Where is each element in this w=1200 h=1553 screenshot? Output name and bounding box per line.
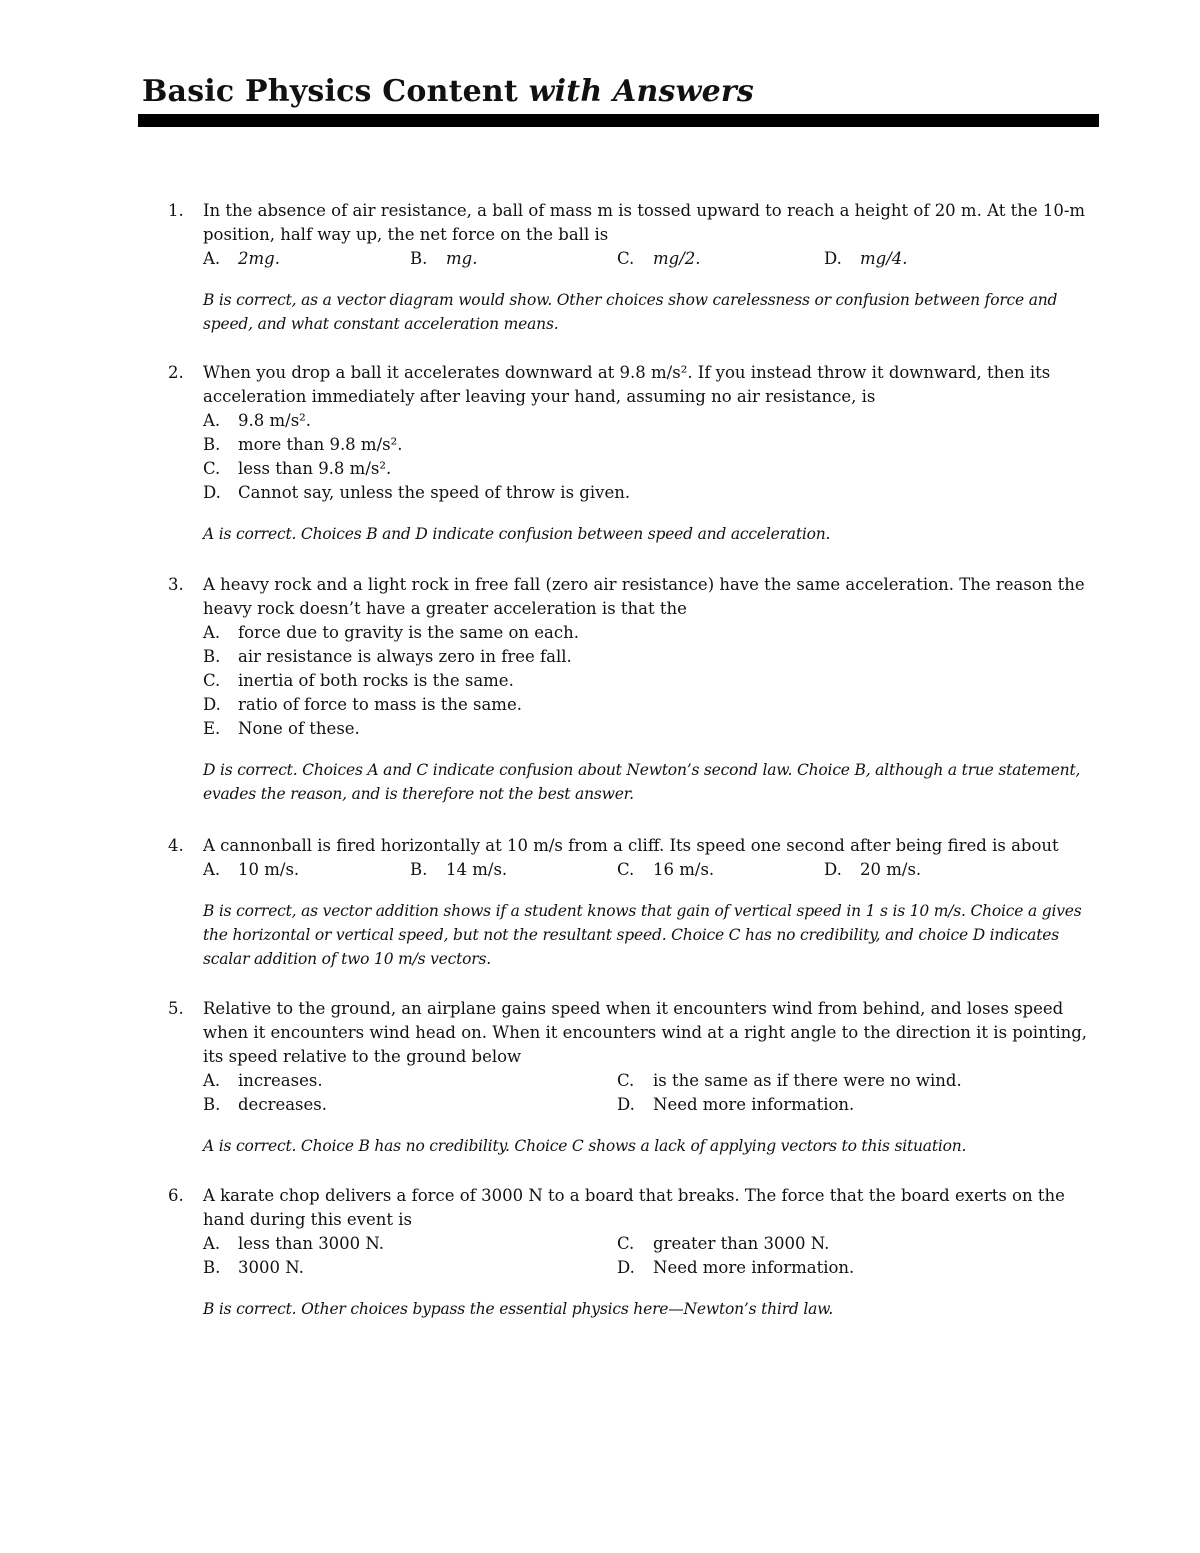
title-rule <box>138 114 1099 127</box>
option-text: less than 9.8 m/s². <box>238 459 392 478</box>
question-1 <box>0 199 1200 336</box>
option-text: Need more information. <box>653 1258 855 1277</box>
options-row <box>0 1069 1200 1093</box>
title-bold: Basic Physics Content <box>142 74 518 109</box>
option-text: is the same as if there were no wind. <box>653 1071 962 1090</box>
options-row <box>0 247 1200 271</box>
option-text: 3000 N. <box>238 1258 304 1277</box>
option-row <box>0 693 1200 717</box>
option-row <box>0 409 1200 433</box>
title-italic: with Answers <box>528 74 754 109</box>
option-letter: D. <box>824 249 842 268</box>
option-text: more than 9.8 m/s². <box>238 435 403 454</box>
option-letter: A. <box>203 249 221 268</box>
option-row <box>0 717 1200 741</box>
option-letter: C. <box>203 671 221 690</box>
option-text: None of these. <box>238 719 360 738</box>
option-row <box>0 433 1200 457</box>
option-text: air resistance is always zero in free fall. <box>238 647 572 666</box>
answer-explanation: A is correct. Choices B and D indicate confusion between speed and acceleration. <box>203 525 831 543</box>
question-4 <box>0 834 1200 971</box>
option-letter: B. <box>203 647 221 666</box>
option-letter: B. <box>203 1095 221 1114</box>
option-letter: C. <box>617 1234 635 1253</box>
option-letter: D. <box>203 695 221 714</box>
option-text: decreases. <box>238 1095 328 1114</box>
option-letter: D. <box>203 483 221 502</box>
option-letter: D. <box>617 1095 635 1114</box>
answer-explanation: A is correct. Choice B has no credibility. Choice C shows a lack of applying vectors to this situation. <box>203 1137 967 1155</box>
option-letter: B. <box>410 249 428 268</box>
question-5 <box>0 997 1200 1158</box>
option-text: 9.8 m/s². <box>238 411 312 430</box>
option-letter: B. <box>203 1258 221 1277</box>
option-letter: B. <box>410 860 428 879</box>
answer-explanation: D is correct. Choices A and C indicate confusion about Newton’s second law. Choice B, although a true statement, evades the reason, and is therefore not the best answer. <box>203 761 1081 803</box>
option-text: inertia of both rocks is the same. <box>238 671 514 690</box>
option-text: Cannot say, unless the speed of throw is given. <box>238 483 631 502</box>
answer-explanation: B is correct. Other choices bypass the essential physics here—Newton’s third law. <box>203 1300 834 1318</box>
question-number: 2. <box>168 363 184 382</box>
option-letter: C. <box>617 1071 635 1090</box>
question-number: 1. <box>168 201 184 220</box>
question-stem: A heavy rock and a light rock in free fall (zero air resistance) have the same acceleration. The reason the heavy rock doesn’t have a greater acceleration is that the <box>203 575 1085 618</box>
option-letter: D. <box>617 1258 635 1277</box>
question-stem: In the absence of air resistance, a ball of mass m is tossed upward to reach a height of 20 m. At the 10-m position, half way up, the net force on the ball is <box>203 201 1086 244</box>
option-letter: C. <box>203 459 221 478</box>
question-3 <box>0 573 1200 806</box>
option-letter: A. <box>203 1234 221 1253</box>
option-text: less than 3000 N. <box>238 1234 385 1253</box>
option-text: Need more information. <box>653 1095 855 1114</box>
option-row <box>0 669 1200 693</box>
option-text: 14 m/s. <box>446 860 508 879</box>
option-text: ratio of force to mass is the same. <box>238 695 522 714</box>
option-letter: C. <box>617 249 635 268</box>
question-stem: When you drop a ball it accelerates downward at 9.8 m/s². If you instead throw it downward, then its acceleration immediately after leaving your hand, assuming no air resistance, is <box>203 363 1051 406</box>
option-row <box>0 645 1200 669</box>
option-letter: A. <box>203 1071 221 1090</box>
page-title <box>142 74 754 109</box>
question-stem: Relative to the ground, an airplane gains speed when it encounters wind from behind, and loses speed when it encounters wind head on. When it encounters wind at a right angle to the direction it is pointing, its speed relative to the ground below <box>203 999 1088 1066</box>
option-text: 10 m/s. <box>238 860 300 879</box>
option-row <box>0 457 1200 481</box>
options-row <box>0 1256 1200 1280</box>
option-text: 20 m/s. <box>860 860 922 879</box>
question-stem: A cannonball is fired horizontally at 10 m/s from a cliff. Its speed one second after being fired is about <box>203 836 1059 855</box>
options-row <box>0 858 1200 882</box>
options-row <box>0 1232 1200 1256</box>
option-letter: B. <box>203 435 221 454</box>
option-letter: D. <box>824 860 842 879</box>
option-row <box>0 621 1200 645</box>
answer-explanation: B is correct, as a vector diagram would show. Other choices show carelessness or confusion between force and speed, and what constant acceleration means. <box>203 291 1058 333</box>
question-stem: A karate chop delivers a force of 3000 N to a board that breaks. The force that the board exerts on the hand during this event is <box>203 1186 1065 1229</box>
option-letter: C. <box>617 860 635 879</box>
options-row <box>0 1093 1200 1117</box>
option-letter: A. <box>203 623 221 642</box>
option-text: mg/2. <box>653 249 701 268</box>
option-letter: E. <box>203 719 221 738</box>
option-text: mg/4. <box>860 249 908 268</box>
question-number: 4. <box>168 836 184 855</box>
option-row <box>0 481 1200 505</box>
answer-explanation: B is correct, as vector addition shows if a student knows that gain of vertical speed in 1 s is 10 m/s. Choice a gives the horizontal or vertical speed, but not the resultant speed. Choice C has no credibility, and choice D indicates scalar addition of two 10 m/s vectors. <box>203 902 1082 968</box>
option-letter: A. <box>203 860 221 879</box>
question-2 <box>0 361 1200 546</box>
question-number: 5. <box>168 999 184 1018</box>
option-text: increases. <box>238 1071 323 1090</box>
question-6 <box>0 1184 1200 1321</box>
question-number: 6. <box>168 1186 184 1205</box>
option-text: greater than 3000 N. <box>653 1234 830 1253</box>
option-text: 16 m/s. <box>653 860 715 879</box>
option-text: force due to gravity is the same on each. <box>238 623 580 642</box>
option-text: 2mg. <box>238 249 280 268</box>
question-number: 3. <box>168 575 184 594</box>
option-letter: A. <box>203 411 221 430</box>
option-text: mg. <box>446 249 478 268</box>
